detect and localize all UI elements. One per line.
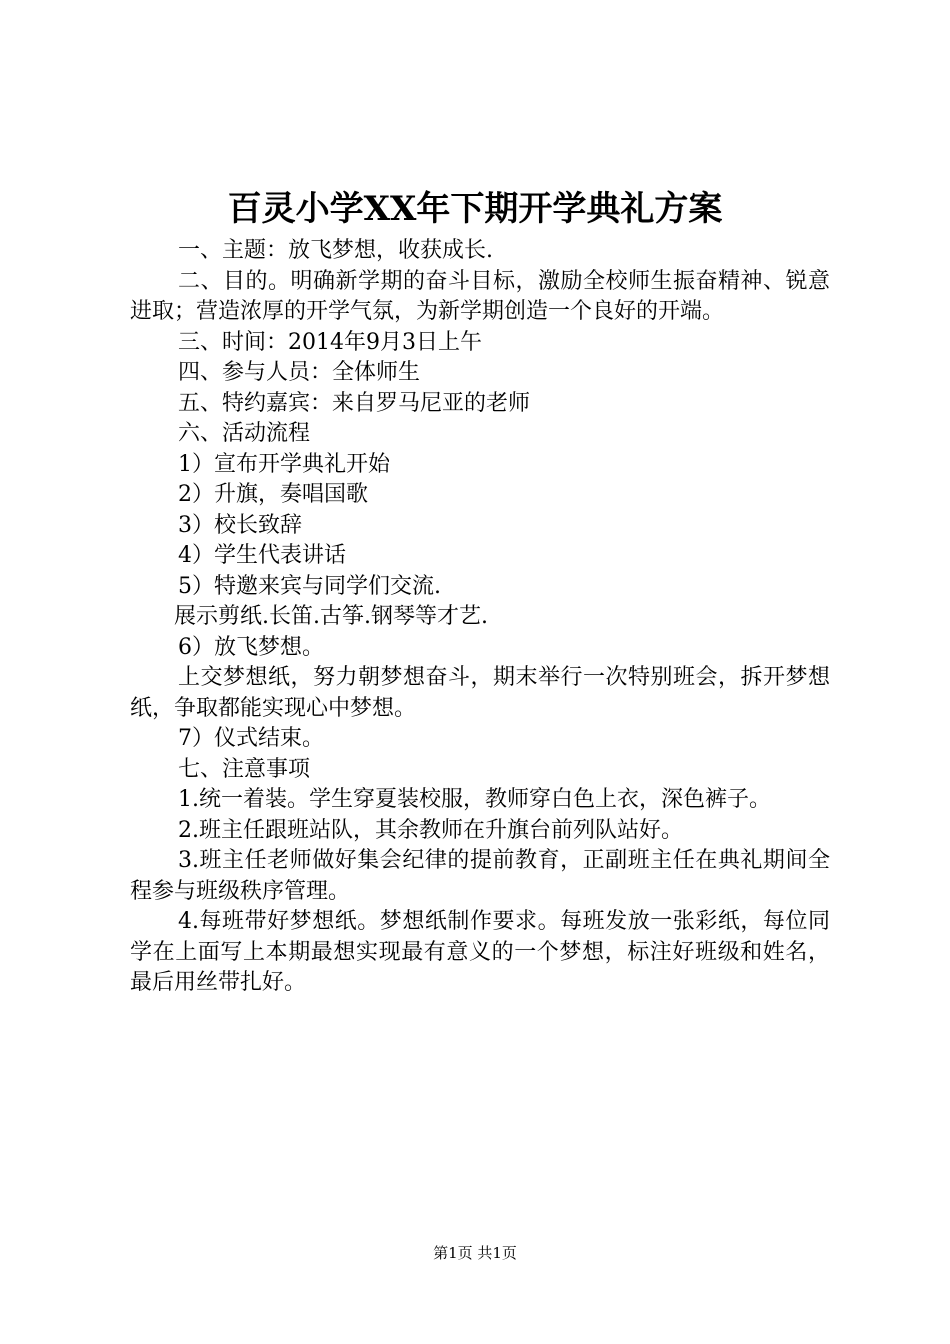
list-item: 2）升旗，奏唱国歌 [178,482,368,507]
paragraph-notes-heading: 七、注意事项 [178,756,311,782]
note-item: 1.统一着装。学生穿夏装校服，教师穿白色上衣，深色裤子。 [178,787,771,812]
page-title: 百灵小学XX年下期开学典礼方案 [227,189,723,229]
note-item: 2.班主任跟班站队，其余教师在升旗台前列队站好。 [178,817,683,843]
list-item: 3）校长致辞 [178,512,302,538]
list-item: 7）仪式结束。 [178,726,324,751]
list-item: 5）特邀来宾与同学们交流. [178,573,441,599]
list-item: 6）放飞梦想。 [178,634,324,660]
paragraph-special-guests: 五、特约嘉宾：来自罗马尼亚的老师 [178,390,531,416]
page-footer: 第1页 共1页 [433,1244,517,1262]
note-item: 3.班主任老师做好集会纪律的提前教育，正副班主任在典礼期间全程参与班级秩序管理。 [130,848,830,904]
list-item: 1）宣布开学典礼开始 [178,451,390,477]
list-item: 4）学生代表讲话 [178,543,346,568]
paragraph-purpose: 二、目的。明确新学期的奋斗目标，激励全校师生振奋精神、锐意进取；营造浓厚的开学气氛，为新学期创造一个良好的开端。 [130,268,830,324]
list-item-detail: 上交梦想纸，努力朝梦想奋斗，期末举行一次特别班会，拆开梦想纸，争取都能实现心中梦想。 [130,665,830,721]
paragraph-activity-process: 六、活动流程 [178,421,311,446]
paragraph-theme: 一、主题：放飞梦想，收获成长. [178,238,493,263]
paragraph-time: 三、时间：2014年9月3日上午 [178,329,482,355]
list-item-detail: 展示剪纸.长笛.古筝.钢琴等才艺. [174,604,488,629]
document-body [130,236,830,999]
note-item: 4.每班带好梦想纸。梦想纸制作要求。每班发放一张彩纸，每位同学在上面写上本期最想实现最有意义的一个梦想，标注好班级和姓名，最后用丝带扎好。 [130,909,830,995]
paragraph-participants: 四、参与人员：全体师生 [178,360,421,385]
